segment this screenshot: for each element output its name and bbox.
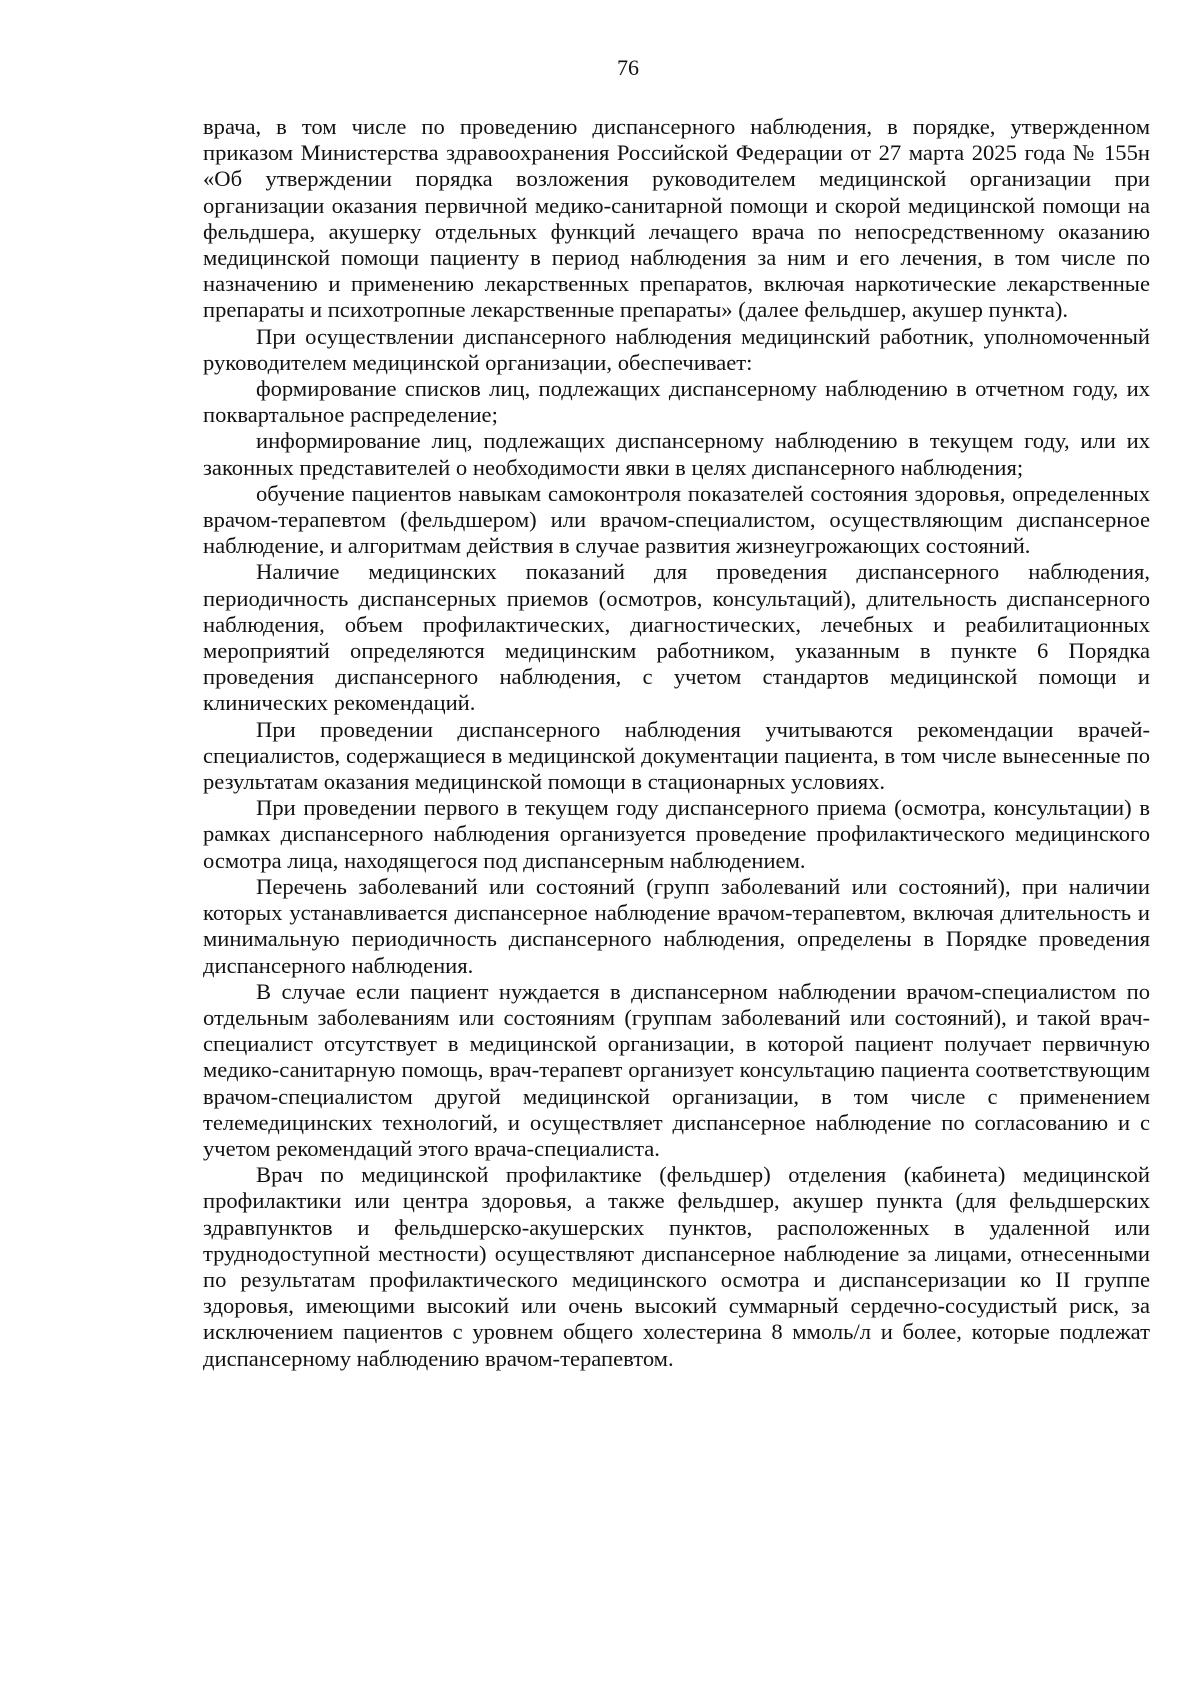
page-number: 76 bbox=[617, 55, 639, 80]
paragraph-prevention-doctor: Врач по медицинской профилактике (фельдшер) отделения (кабинета) медицинской профилактики или центра здоровья, а также фельдшер, акушер пункта (для фельдшерских здравпунктов и фельдшерско-акушерских пунктов, расположенных в удаленной или труднодоступной местности) осуществляют диспансерное наблюдение за лицами, отнесенными по результатам профилактического медицинского осмотра и диспансеризации ко II группе здоровья, имеющими высокий или очень высокий суммарный сердечно-сосудистый риск, за исключением пациентов с уровнем общего холестерина 8 ммоль/л и более, которые подлежат диспансерному наблюдению врачом-терапевтом. bbox=[203, 1162, 1150, 1371]
paragraph-specialist-consultation: В случае если пациент нуждается в диспансерном наблюдении врачом-специалистом по отдельным заболеваниям или состояниям (группам заболеваний или состояний), и такой врач-специалист отсутствует в медицинской организации, в которой пациент получает первичную медико-санитарную помощь, врач-терапевт организует консультацию пациента соответствующим врачом-специалистом другой медицинской организации, в том числе с применением телемедицинских технологий, и осуществляет диспансерное наблюдение по согласованию и с учетом рекомендаций этого врача-специалиста. bbox=[203, 978, 1150, 1161]
paragraph-specialist-recommendations: При проведении диспансерного наблюдения учитываются рекомендации врачей-специалистов, содержащиеся в медицинской документации пациента, в том числе вынесенные по результатам оказания медицинской помощи в стационарных условиях. bbox=[203, 716, 1150, 795]
paragraph-patient-training: обучение пациентов навыкам самоконтроля показателей состояния здоровья, определенных врачом-терапевтом (фельдшером) или врачом-специалистом, осуществляющим диспансерное наблюдение, и алгоритмам действия в случае развития жизнеугрожающих состояний. bbox=[203, 480, 1150, 559]
paragraph-medical-worker-duties: При осуществлении диспансерного наблюдения медицинский работник, уполномоченный руководителем медицинской организации, обеспечивает: bbox=[203, 323, 1150, 375]
paragraph-list-formation: формирование списков лиц, подлежащих диспансерному наблюдению в отчетном году, их поквартальное распределение; bbox=[203, 376, 1150, 428]
paragraph-disease-list: Перечень заболеваний или состояний (групп заболеваний или состояний), при наличии которых устанавливается диспансерное наблюдение врачом-терапевтом, включая длительность и минимальную периодичность диспансерного наблюдения, определены в Порядке проведения диспансерного наблюдения. bbox=[203, 873, 1150, 978]
paragraph-first-visit: При проведении первого в текущем году диспансерного приема (осмотра, консультации) в рамках диспансерного наблюдения организуется проведение профилактического медицинского осмотра лица, находящегося под диспансерным наблюдением. bbox=[203, 795, 1150, 873]
paragraph-continuation: врача, в том числе по проведению диспансерного наблюдения, в порядке, утвержденном приказом Министерства здравоохранения Российской Федерации от 27 марта 2025 года № 155н «Об утверждении порядка возложения руководителем медицинской организации при организации оказания первичной медико-санитарной помощи и скорой медицинской помощи на фельдшера, акушерку отдельных функций лечащего врача по непосредственному оказанию медицинской помощи пациенту в период наблюдения за ним и его лечения, в том числе по назначению и применению лекарственных препаратов, включая наркотические лекарственные препараты и психотропные лекарственные препараты» (далее фельдшер, акушер пункта). bbox=[203, 114, 1150, 323]
document-body bbox=[203, 114, 1150, 1372]
paragraph-medical-indications: Наличие медицинских показаний для проведения диспансерного наблюдения, периодичность диспансерных приемов (осмотров, консультаций), длительность диспансерного наблюдения, объем профилактических, диагностических, лечебных и реабилитационных мероприятий определяются медицинским работником, указанным в пункте 6 Порядка проведения диспансерного наблюдения, с учетом стандартов медицинской помощи и клинических рекомендаций. bbox=[203, 559, 1150, 716]
paragraph-informing: информирование лиц, подлежащих диспансерному наблюдению в текущем году, или их законных представителей о необходимости явки в целях диспансерного наблюдения; bbox=[203, 428, 1150, 480]
